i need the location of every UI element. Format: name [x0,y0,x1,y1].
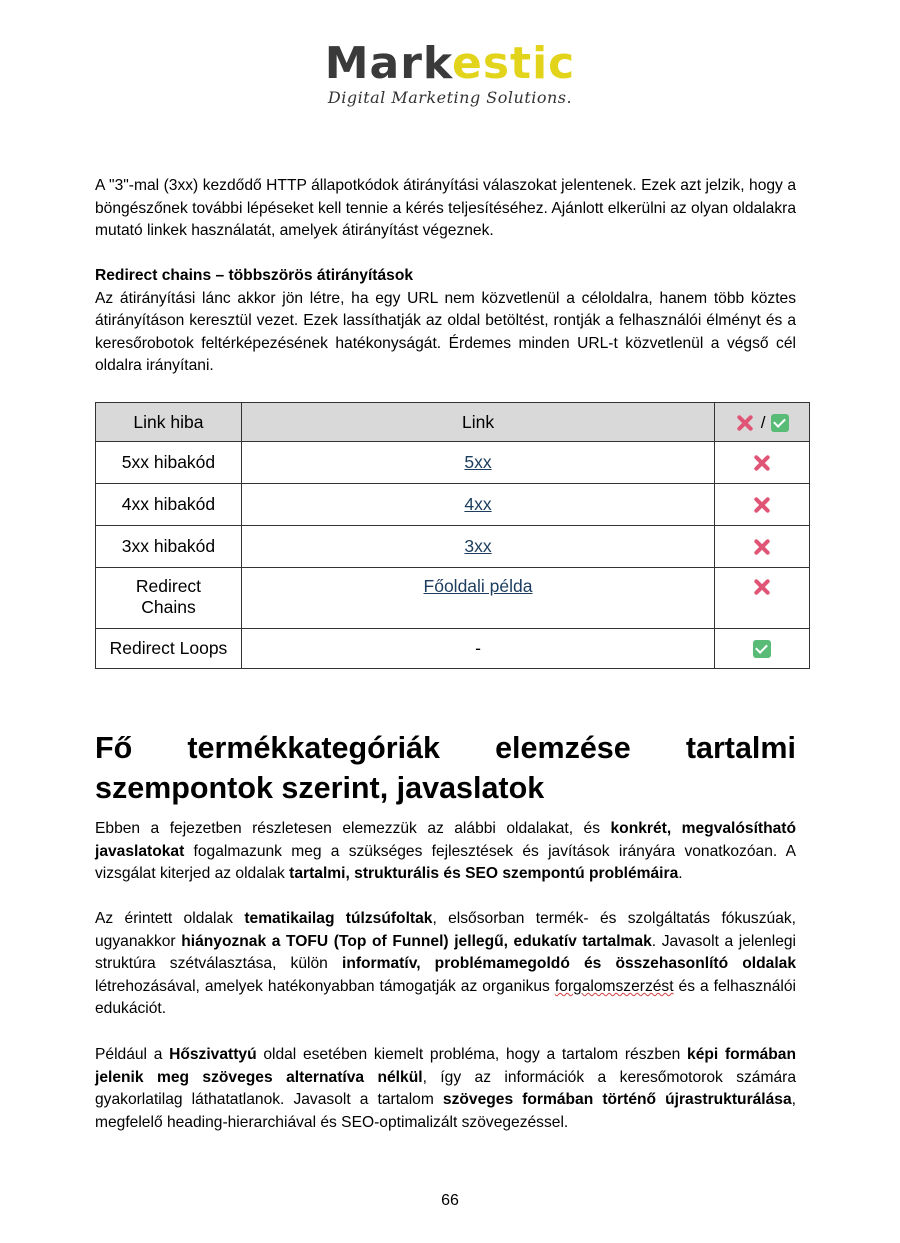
cross-mark-icon [752,537,772,557]
row-error-label: 5xx hibakód [96,442,242,484]
redirect-chains-section [95,265,796,378]
row-status-cell [715,442,810,484]
cross-mark-icon [752,495,772,515]
table-row [96,568,810,629]
table-row [96,442,810,484]
paragraph-3xx: A "3"-mal (3xx) kezdődő HTTP állapotkódok átirányítási válaszokat jelentenek. Ezek azt jelzik, hogy a böngészőnek további lépéseket kell tennie a kérés teljesítéséhez. Ajánlott elkerülni az olyan oldalakra mutató linkek használatát, amelyek átirányítást végeznek. [95,177,796,240]
paragraph-redirect-chains: Az átirányítási lánc akkor jön létre, ha egy URL nem közvetlenül a céloldalra, hanem több köztes átirányításon keresztül vezet. Ezek lassíthatják az oldal betöltést, rontják a felhasználói élményt és a keresőrobotok feltérképezésének hatékonyságát. Érdemes minden URL-t közvetlenül a végső cél oldalra irányítani. [95,289,796,375]
row-error-label: Redirect Loops [96,629,242,669]
cross-mark-icon [752,577,772,597]
row-error-label: 4xx hibakód [96,484,242,526]
row-error-label: 3xx hibakód [96,526,242,568]
intro-section [95,175,796,243]
section-heading: Fő termékkategóriák elemzése tartalmi szempontok szerint, javaslatok [95,731,796,805]
header-link: Link [241,403,714,442]
paragraph-intro-analysis: Ebben a fejezetben részletesen elemezzük az alábbi oldalakat, és konkrét, megvalósítható javaslatokat fogalmazunk meg a szükséges fejlesztések és javítások irányára vonatkozóan. A vizsgálat kiterjed az oldalak tartalmi, strukturális és SEO szempontú problémáira. [95,820,797,883]
findings-section [95,908,796,1021]
table-row [96,629,810,669]
row-status-cell [715,526,810,568]
cross-mark-icon [752,453,772,473]
paragraph-example: Például a Hőszivattyú oldal esetében kiemelt probléma, hogy a tartalom részben képi formában jelenik meg szöveges alternatíva nélkül, így az információk a keresőmotorok számára gyakorlatilag láthatatlanok. Javasolt a tartalom szöveges formában történő újrastrukturálása, megfelelő heading-hierarchiával és SEO-optimalizált szövegezéssel. [95,1046,797,1131]
table-row [96,484,810,526]
check-mark-icon [771,414,789,432]
link-foooldali-pelda[interactable]: Főoldali példa [423,576,533,596]
row-link-cell [241,526,714,568]
cross-mark-icon [735,413,755,433]
link-error-table [95,402,810,669]
header-link-hiba: Link hiba [96,403,242,442]
page-number: 66 [441,1192,459,1209]
company-logo [0,38,900,107]
row-link-cell [241,442,714,484]
check-mark-icon [753,640,771,658]
paragraph-findings: Az érintett oldalak tematikailag túlzsúfoltak, elsősorban termék- és szolgáltatás fókuszúak, ugyanakkor hiányoznak a TOFU (Top of Funnel) jellegű, edukatív tartalmak. Javasolt a jelenlegi struktúra szétválasztása, külön informatív, problémamegoldó és összehasonlító oldalak létrehozásával, amelyek hatékonyabban támogatják az organikus forgalomszerzést és a felhasználói edukációt. [95,910,797,1018]
row-error-label: Redirect Chains [96,568,242,629]
row-status-cell [715,629,810,669]
analysis-section [95,818,796,886]
row-status-cell [715,568,810,629]
link-3xx[interactable]: 3xx [464,536,492,556]
logo-tagline: Digital Marketing Solutions. [327,88,573,107]
header-status: / [715,403,810,442]
table-header-row [96,403,810,442]
row-link-cell [241,484,714,526]
link-4xx[interactable]: 4xx [464,494,492,514]
row-link-cell: - [241,629,714,669]
example-section [95,1044,796,1134]
logo-wordmark: Markestic [324,38,576,89]
row-status-cell [715,484,810,526]
row-link-cell [241,568,714,629]
table-row [96,526,810,568]
link-5xx[interactable]: 5xx [464,452,492,472]
subheading-redirect-chains: Redirect chains – többszörös átirányítások [95,267,414,284]
